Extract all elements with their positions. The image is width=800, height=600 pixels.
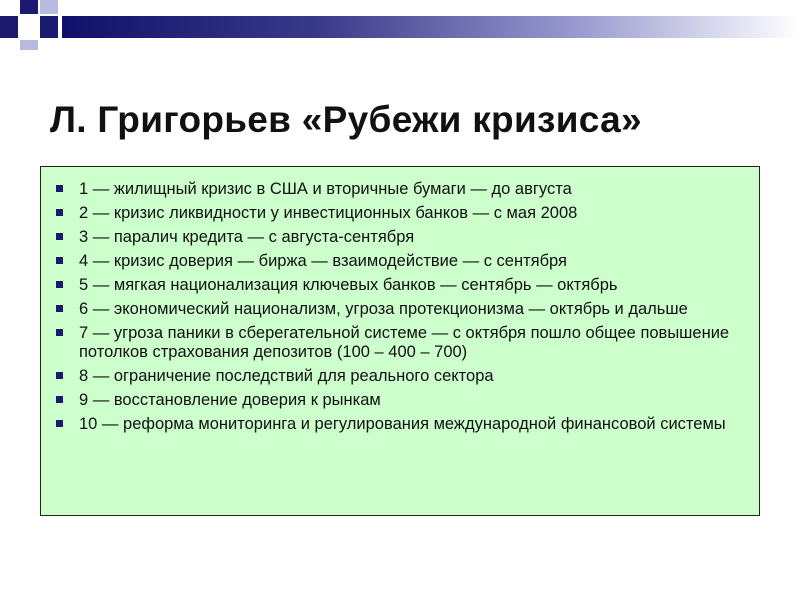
square-bullet-icon <box>56 281 63 288</box>
square-bullet-icon <box>56 396 63 403</box>
list-item-text: 2 — кризис ликвидности у инвестиционных банков — с мая 2008 <box>79 204 578 222</box>
list-item <box>41 204 759 223</box>
list-item-text: 3 — паралич кредита — с августа-сентября <box>79 228 415 246</box>
corner-square-dark-1 <box>20 0 38 14</box>
list-item <box>41 367 759 386</box>
list-item <box>41 228 759 247</box>
square-bullet-icon <box>56 329 63 336</box>
square-bullet-icon <box>56 233 63 240</box>
list-item <box>41 391 759 410</box>
corner-square-light-2 <box>20 40 38 50</box>
slide-title: Л. Григорьев «Рубежи кризиса» <box>50 98 642 140</box>
list-item-text: 5 — мягкая национализация ключевых банков — сентябрь — октябрь <box>79 276 618 294</box>
list-item-text: 9 — восстановление доверия к рынкам <box>79 390 381 409</box>
square-bullet-icon <box>56 305 63 312</box>
list-item-text: 10 — реформа мониторинга и регулирования международной финансовой системы <box>79 414 726 433</box>
corner-square-dark-2 <box>0 16 18 38</box>
square-bullet-icon <box>56 257 63 264</box>
corner-square-dark-3 <box>40 16 58 38</box>
list-item-text: 4 — кризис доверия — биржа — взаимодействие — с сентября <box>79 252 567 270</box>
bullet-list <box>41 180 759 439</box>
list-item-text: 8 — ограничение последствий для реального сектора <box>79 366 494 385</box>
list-item <box>41 276 759 295</box>
list-item-text: 7 — угроза паники в сберегательной системе — с октября пошло общее повышение потолков страхования депозитов (100 – 400 – 700) <box>79 324 730 361</box>
content-box <box>40 166 760 516</box>
square-bullet-icon <box>56 185 63 192</box>
list-item <box>41 300 759 319</box>
list-item-text: 1 — жилищный кризис в США и вторичные бумаги — до августа <box>79 180 572 198</box>
corner-square-light-1 <box>40 0 58 14</box>
list-item <box>41 252 759 271</box>
header-gradient-bar <box>62 16 800 38</box>
square-bullet-icon <box>56 372 63 379</box>
list-item <box>41 180 759 199</box>
square-bullet-icon <box>56 420 63 427</box>
list-item-text: 6 — экономический национализм, угроза протекционизма — октябрь и дальше <box>79 300 688 318</box>
list-item <box>41 324 759 361</box>
list-item <box>41 415 759 434</box>
square-bullet-icon <box>56 209 63 216</box>
